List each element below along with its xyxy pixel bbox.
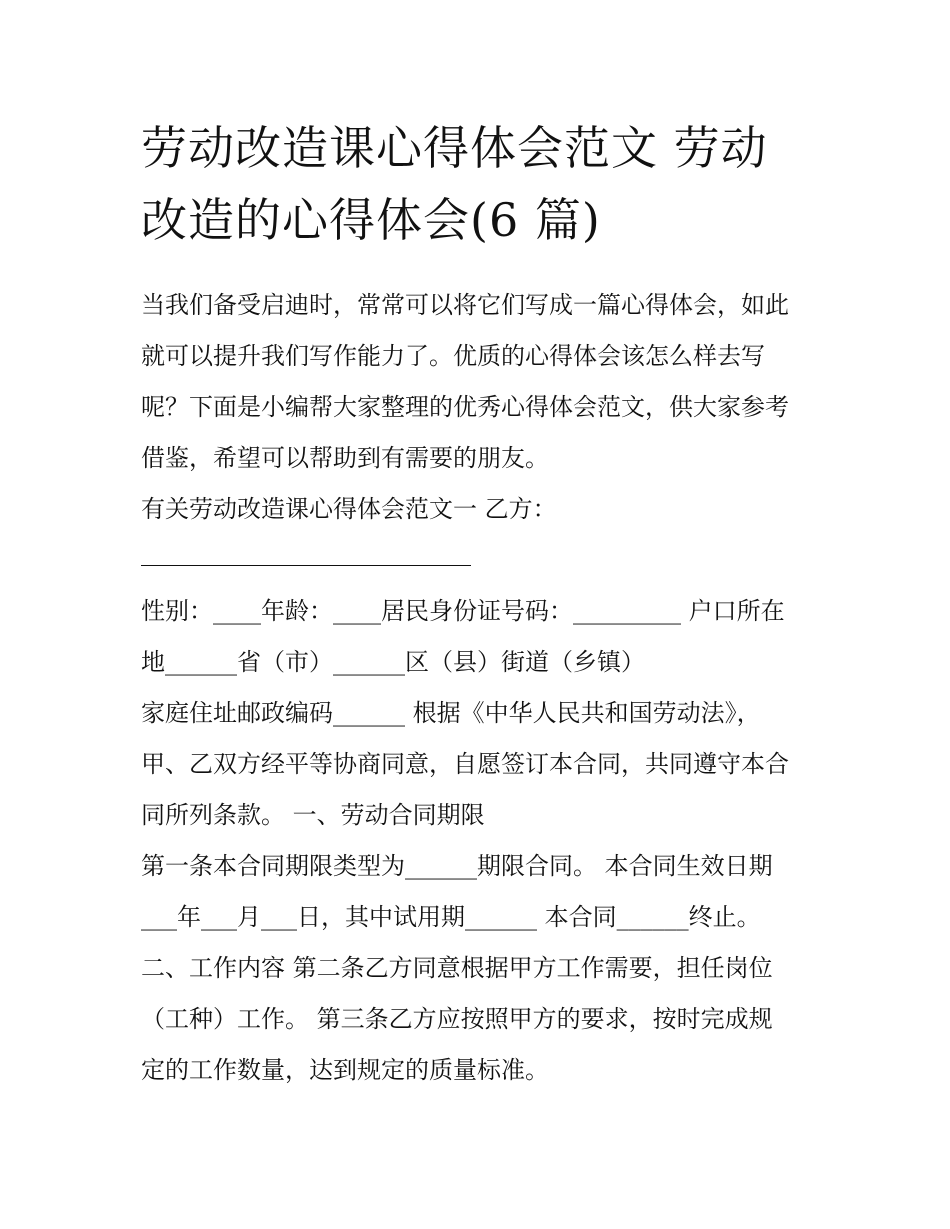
underline-rule	[141, 565, 471, 566]
intro-paragraph: 当我们备受启迪时，常常可以将它们写成一篇心得体会，如此 就可以提升我们写作能力了。优质的心得体会该怎么样去写 呢？下面是小编帮大家整理的优秀心得体会范文，供大家参考 借鉴，希望可以帮助到有需要的朋友。	[141, 291, 789, 472]
document-body	[141, 280, 813, 1096]
blank-underline	[141, 535, 813, 586]
contract-paragraph: 性别：____年龄：____居民身份证号码：_________ 户口所在 地______省（市）______区（县）街道（乡镇） 家庭住址邮政编码______ 根据《中华人民共和国劳动法》， 甲、乙双方经平等协商同意，自愿签订本合同，共同遵守本合 同所列条款。 一、劳动合同期限 第一条本合同期限类型为______期限合同。 本合同生效日期 ___年___月___日，其中试用期______ 本合同______终止。 二、工作内容 第二条乙方同意根据甲方工作需要，担任岗位 （工种）工作。 第三条乙方应按照甲方的要求，按时完成规 定的工作数量，达到规定的质量标准。	[141, 597, 789, 1084]
document-content	[141, 112, 813, 1096]
document-title: 劳动改造课心得体会范文 劳动 改造的心得体会(6 篇)	[141, 121, 768, 247]
section-heading: 有关劳动改造课心得体会范文一 乙方：	[141, 495, 557, 523]
